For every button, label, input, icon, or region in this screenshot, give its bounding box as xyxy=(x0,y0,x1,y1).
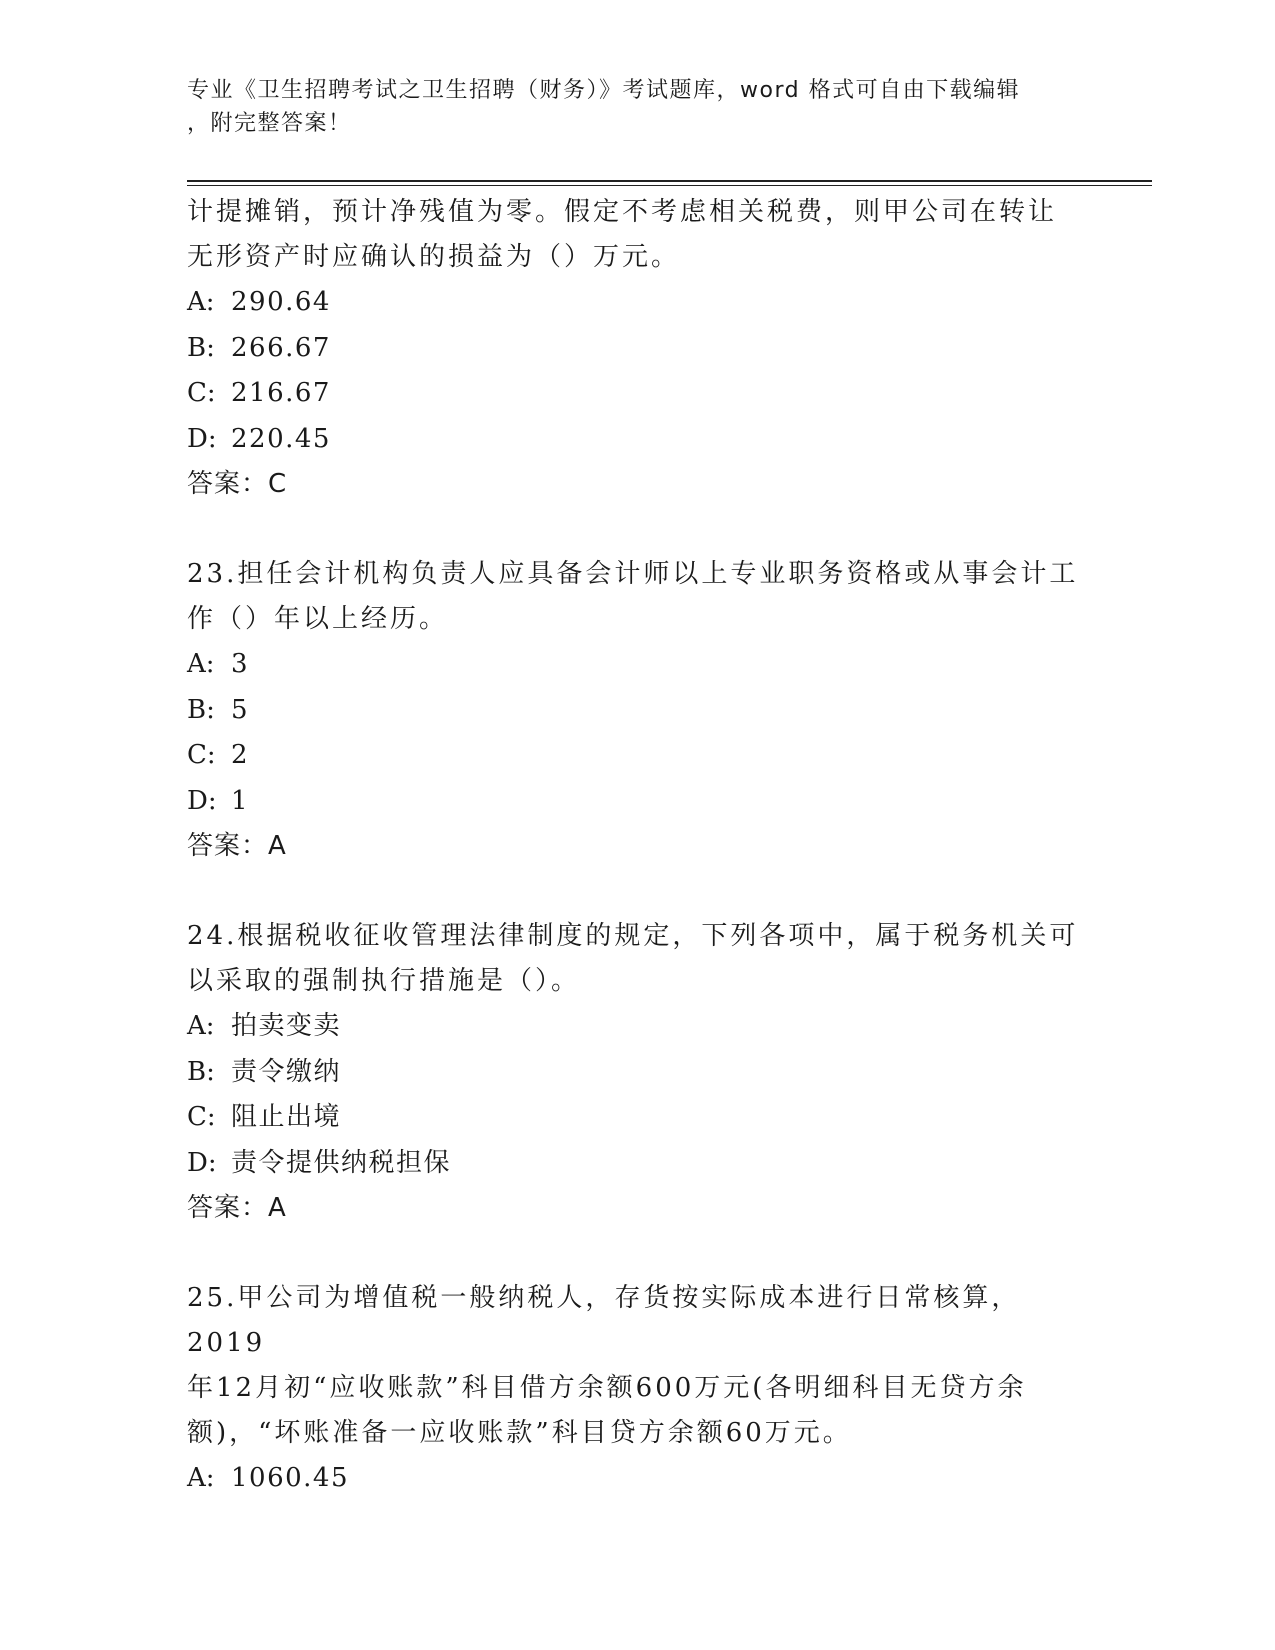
question-text-line: 23.担任会计机构负责人应具备会计师以上专业职务资格或从事会计工 xyxy=(187,559,1079,589)
question-24 xyxy=(187,914,1087,1231)
question-text-line: 24.根据税收征收管理法律制度的规定，下列各项中，属于税务机关可 xyxy=(187,921,1079,951)
question-list xyxy=(187,190,1087,1502)
option-label: A: xyxy=(187,287,215,317)
option-value: 责令提供纳税担保 xyxy=(231,1147,452,1178)
option-d xyxy=(187,1141,1087,1187)
spacer xyxy=(187,1231,1087,1276)
question-23 xyxy=(187,552,1087,869)
option-value: 5 xyxy=(231,694,250,725)
page-header xyxy=(187,74,1087,140)
option-label: B: xyxy=(187,694,215,725)
option-label: A: xyxy=(187,1463,215,1493)
answer: 答案：C xyxy=(187,469,288,499)
option-value: 220.45 xyxy=(231,423,331,454)
option-value: 阻止出境 xyxy=(231,1102,342,1132)
option-b xyxy=(187,326,1087,372)
option-value: 266.67 xyxy=(231,332,331,363)
option-label: D: xyxy=(187,1147,217,1178)
header-line-2: ，附完整答案！ xyxy=(187,111,352,136)
option-d xyxy=(187,417,1087,463)
option-c xyxy=(187,371,1087,417)
option-label: B: xyxy=(187,332,215,363)
option-label: C: xyxy=(187,378,216,408)
question-text-line: 作（）年以上经历。 xyxy=(187,604,449,634)
option-a xyxy=(187,1004,1087,1050)
option-a xyxy=(187,280,1087,326)
option-label: D: xyxy=(187,785,217,816)
option-value: 216.67 xyxy=(231,378,331,408)
option-label: A: xyxy=(187,649,215,679)
option-b xyxy=(187,688,1087,734)
question-text-line: 25.甲公司为增值税一般纳税人，存货按实际成本进行日常核算，2019 xyxy=(187,1283,1021,1358)
option-value: 3 xyxy=(231,649,250,679)
option-value: 1060.45 xyxy=(231,1463,350,1493)
question-22 xyxy=(187,190,1087,507)
option-label: A: xyxy=(187,1011,215,1041)
spacer xyxy=(187,507,1087,552)
answer: 答案：A xyxy=(187,1193,287,1223)
option-value: 1 xyxy=(231,785,250,816)
question-25 xyxy=(187,1276,1087,1502)
question-text-line: 年12月初“应收账款”科目借方余额600万元(各明细科目无贷方余 xyxy=(187,1373,1027,1403)
option-value: 拍卖变卖 xyxy=(231,1011,342,1041)
option-d xyxy=(187,779,1087,825)
option-label: D: xyxy=(187,423,217,454)
option-c xyxy=(187,733,1087,779)
option-c xyxy=(187,1095,1087,1141)
spacer xyxy=(187,869,1087,914)
answer: 答案：A xyxy=(187,831,287,861)
option-label: C: xyxy=(187,740,216,770)
header-divider-bottom xyxy=(187,185,1152,186)
option-b xyxy=(187,1050,1087,1096)
header-divider-top xyxy=(187,180,1152,182)
question-text-line: 计提摊销，预计净残值为零。假定不考虑相关税费，则甲公司在转让 xyxy=(187,197,1058,227)
option-value: 290.64 xyxy=(231,287,331,317)
header-line-1: 专业《卫生招聘考试之卫生招聘（财务）》考试题库，word 格式可自由下载编辑 xyxy=(187,78,1021,103)
option-label: B: xyxy=(187,1056,215,1087)
question-text-line: 额)，“坏账准备一应收账款”科目贷方余额60万元。 xyxy=(187,1418,852,1448)
option-value: 责令缴纳 xyxy=(231,1056,342,1087)
option-a xyxy=(187,642,1087,688)
option-a xyxy=(187,1456,1087,1502)
question-text-line: 以采取的强制执行措施是（）。 xyxy=(187,966,581,996)
question-text-line: 无形资产时应确认的损益为（）万元。 xyxy=(187,242,681,272)
option-label: C: xyxy=(187,1102,216,1132)
option-value: 2 xyxy=(231,740,250,770)
